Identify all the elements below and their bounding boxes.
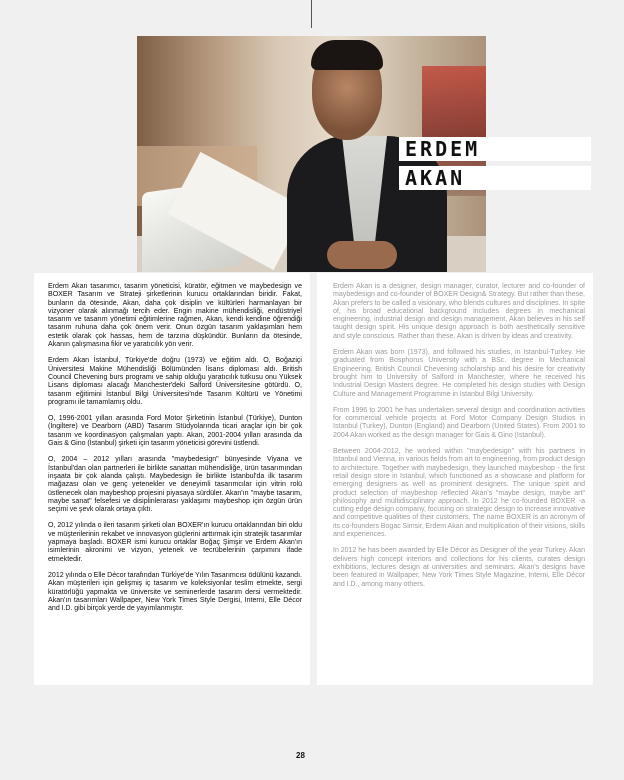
- english-paragraph: From 1996 to 2001 he has undertaken several design and coordination activities for commercial vehicle projects at Ford Motor Company Design Studios in Istanbul (Turkey), Dunton (England) and Dearborn (United States). From 2001 to 2004 Akan worked as the design manager for Gais & Gino (Istanbul).: [333, 406, 585, 439]
- page-fold-line: [311, 0, 312, 28]
- turkish-paragraph: O, 2012 yılında o ileri tasarım şirketi olan BOXER'ın kurucu ortaklarından biri oldu ve müşterilerinin rekabet ve innovasyon güçlerini arttırmak için stratejik tasarımlar yapmaya başladı. BOXER ismi kurucu ortaklar Boğaç Şimşir ve Erdem Akan'ın isimlerinin akronimi ve vizyon, yetenek ve tecrübelerinin çarpımını ifade etmektedir.: [48, 522, 302, 563]
- english-paragraph: Erdem Akan is a designer, design manager, curator, lecturer and co-founder of maybedesign and co-founder of BOXER Design& Strategy. But rather than these, Akan prefers to be called a visionary, who blends cultures and disciplines. In spite of, his broad educational background includes degrees in mechanical engineering, industrial design and design management, Akan believes in his self taught design spirit. His unique design approach is both aesthetically sensitive and style conscious. Rather than these, Akan is driven by ideas and creativity.: [333, 283, 585, 340]
- name-first-box: [399, 137, 591, 161]
- turkish-bio-column: [34, 273, 310, 685]
- english-paragraph: Erdem Akan was born (1973), and followed his studies, in Istanbul-Turkey. He graduated from Bosphorus University with a BSc. degree in Mechanical Engineering. British Council Chevening scholarship and his desire for creativity brought him to University of Salford in Manchester, where he received his Industrial Design Masters degree. He completed his design studies with Design Culture and Management Programme in Istanbul Bilgi University.: [333, 349, 585, 398]
- name-last-box: [399, 166, 591, 190]
- turkish-paragraph: 2012 yılında o Elle Décor tarafından Türkiye'de Yılın Tasarımcısı ödülünü kazandı. Akan müşterileri için gelişmiş iç tasarım ve koleksiyonlar teslim etmekte, sergi küratörlüğü yapmakta ve üniversite ve seminerlerde tasarım dersi vermektedir. Akan'ın tasarımları Wallpaper, New York Times Style Dergisi, Interni, Elle Décor and I.D. gibi birçok yerde de yayımlanmıştır.: [48, 571, 302, 613]
- turkish-paragraph: Erdem Akan tasarımcı, tasarım yöneticisi, küratör, eğitmen ve maybedesign ve BOXER Tasarım ve Strateji şirketlerinin kurucu ortaklarından biridir. Fakat, bunların da ötesinde, Akan, daha çok disiplin ve kültürleri harmanlayan bir vizyoner olarak alınmağı tercih eder. Engin makine mühendisliği, endüstriyel tasarım ve tasarım yönetimi eğitimlerine rağmen, Akan, kendi kendine öğrendiği tasarım ruhuna daha çok önem verir. Onun özgün tasarım yaklaşımları hem estetik olarak çok hassas, hem de tarzına düşkündür. Bunların da ötesinde, Akanın çalışmasına fikir ve yaratıcılık yön verir.: [48, 283, 302, 349]
- turkish-paragraph: O, 1996-2001 yılları arasında Ford Motor Şirketinin İstanbul (Türkiye), Dunton (İngiltere) ve Dearborn (ABD) Tasarım Stüdyolarında ticari araçlar için bir çok tasarım ve koordinasyon çalışmaları yaptı. Akan, 2001-2004 yılları arasında da Gais & Gino (İstanbul) şirketi için tasarım yöneticisi görevini üstlendi.: [48, 415, 302, 448]
- turkish-paragraph: Erdem Akan İstanbul, Türkiye'de doğru (1973) ve eğitim aldı. O, Boğaziçi Üniversitesi Makine Mühendisliği Bölümünden lisans diploması aldı. British Council Chevening burs programı ve sahip olduğu yaratıcılık tutkusu onu Yüksek Lisans diploması alacağı Manchester'deki Salford Üniversitesine götürdü. O, tasarım eğitimini İstanbul Bilgi Üniversitesi'nde Tasarım Kültürü ve Yönetimi programı ile tamamlamış oldu.: [48, 357, 302, 406]
- english-paragraph: Between 2004-2012, he worked within "maybedesign" with his partners in Istanbul and Vienna, in various fields from art to engineering, from product design to architecture. Together with maybedesign, they launched maybeshop - the first retail design store in Istanbul, which functioned as a showcase and platform for emerging designers as well as prominent designers. The unique spirit and product selection of maybeshop reflected Akan's "maybe design, maybe art" philosophy and multidisciplinary approach. In 2012 he co-founded BOXER -a cutting edge design company, focusing on strategic design to increase innovative and competitive qualities of their customers. The name BOXER is an acronym of its co-founders Bogac Simsir, Erdem Akan and multiplication of their visions, skills and experiences.: [333, 448, 585, 539]
- page-number: 28: [296, 751, 305, 760]
- name-first: ERDEM: [405, 137, 481, 161]
- name-last: AKAN: [405, 166, 466, 190]
- english-bio-column: [317, 273, 593, 685]
- turkish-paragraph: O, 2004 – 2012 yılları arasında "maybedesign" bünyesinde Viyana ve İstanbul'dan olan partnerleri ile birlikte sanattan mühendisliğe, ürün tasarımından inşaata bir çok alanda çalıştı. Maybedesign ile birlikte İstanbul'da ilk tasarım mağazası olan ve genç yetenekler ve deneyimli tasarımcılar için vitrin rolü üstlenecek olan maybeshop projesini piyasaya sürdüler. Akan'ın "maybe tasarım, maybe sanat" felsefesi ve disiplinlerarası yaklaşımı maybeshop için özgün ürün seçimi ve şevk olarak ortaya çıktı.: [48, 456, 302, 514]
- english-paragraph: In 2012 he has been awarded by Elle Décor as Designer of the year Turkey. Akan delivers high concept interiors and collections for his clients, curates design exhibitions, lectures design at universities and seminars. Akan's designs have been featured in Wallpaper, New York Times Style Magazine, Interni, Elle Décor and I.D., among many others.: [333, 547, 585, 588]
